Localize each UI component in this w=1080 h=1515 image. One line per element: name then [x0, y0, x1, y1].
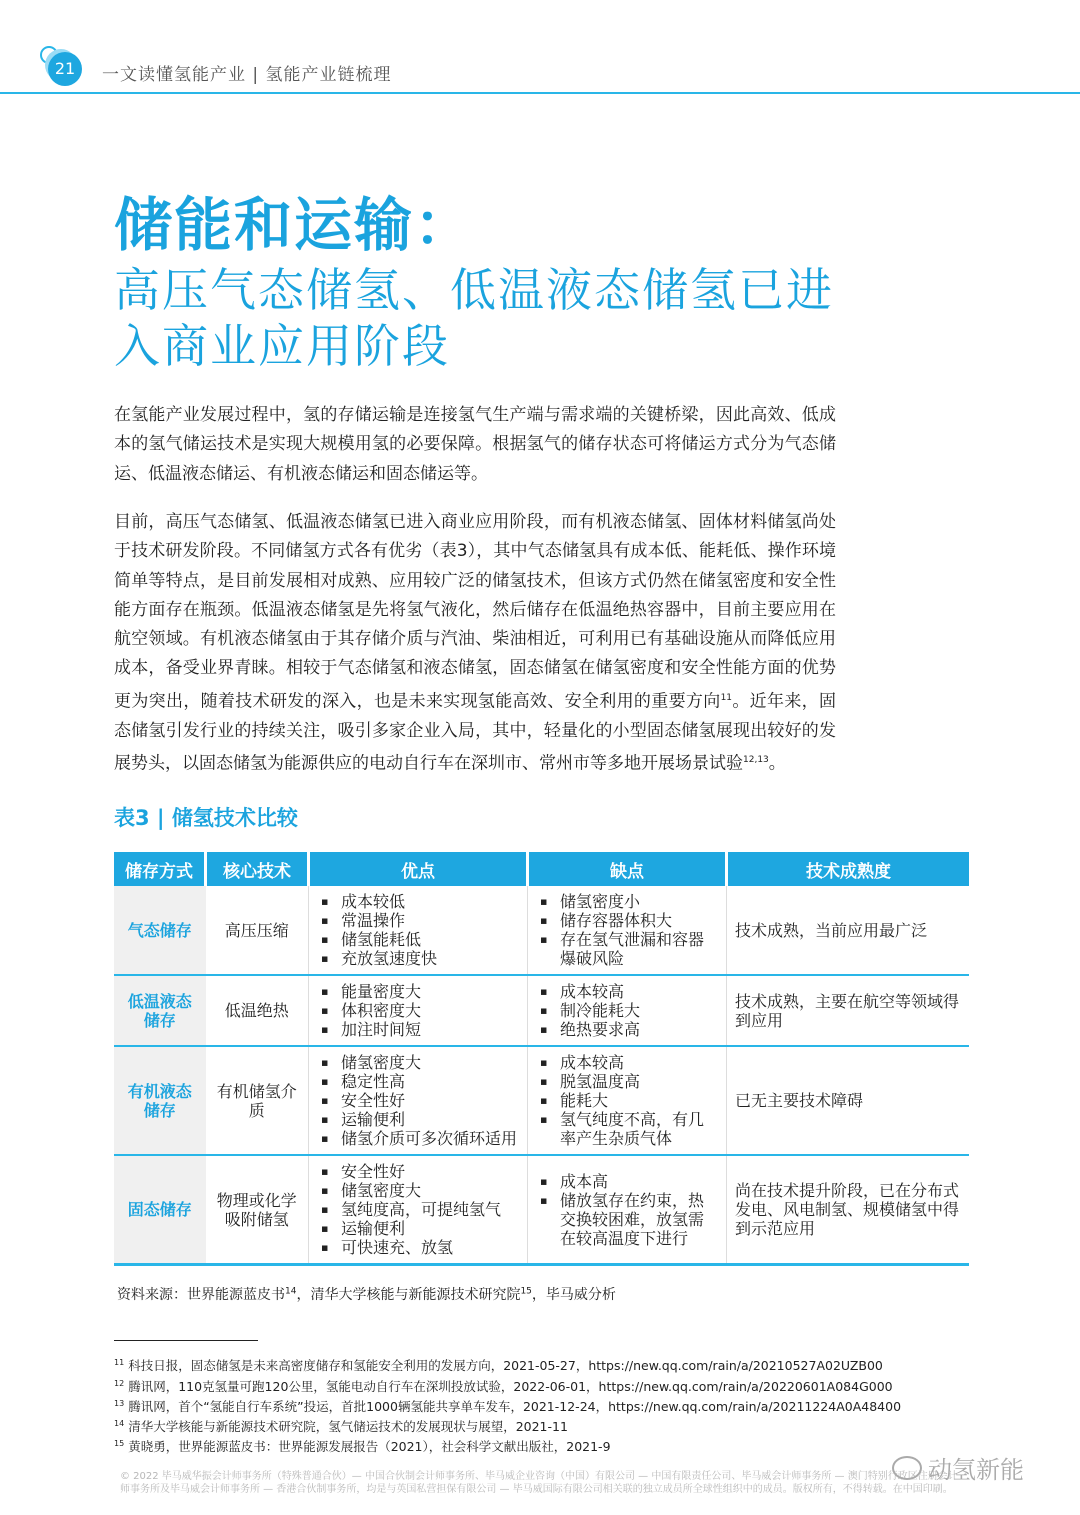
- list-item: ▪ 存在氢气泄漏和容器爆破风险: [560, 930, 718, 968]
- watermark-text: 动氢新能: [928, 1456, 1024, 1484]
- list-item: ▪ 加注时间短: [341, 1020, 519, 1039]
- table-row: [114, 975, 969, 1046]
- source-text-b: ，清华大学核能与新能源技术研究院: [296, 1287, 521, 1303]
- list-item: ▪ 能量密度大: [341, 982, 519, 1001]
- core-technology: 有机储氢介质: [206, 1046, 309, 1155]
- footnote-ref-12-13: 12,13: [743, 755, 769, 766]
- column-header: 技术成熟度: [727, 852, 970, 886]
- list-item: ▪ 储放氢存在约束，热交换较困难，放氢需在较高温度下进行: [560, 1191, 718, 1248]
- list-item: ▪ 成本高: [560, 1172, 718, 1191]
- disadvantages-cell: [528, 886, 727, 975]
- footnote-divider: [114, 1340, 258, 1341]
- footnote-ref-15: 15: [520, 1286, 532, 1297]
- footnote-ref-11: 11: [720, 692, 733, 703]
- page-number: 21: [48, 52, 82, 86]
- core-technology: 低温绝热: [206, 975, 309, 1046]
- running-title: 一文读懂氢能产业 | 氢能产业链梳理: [102, 65, 392, 85]
- column-header: 储存方式: [114, 852, 206, 886]
- footnote: [114, 1437, 611, 1455]
- table-source: [117, 1284, 616, 1304]
- storage-type: 固态储存: [114, 1155, 206, 1265]
- footnote-text: 腾讯网，首个“氢能自行车系统”投运，首批1000辆氢能共享单车发车，2021-12-24，https://new.qq.com/rain/a/20211224A0A48400: [128, 1399, 902, 1414]
- footnote: [114, 1397, 901, 1415]
- paragraph-2-text-c: 。: [768, 753, 786, 774]
- advantages-cell: [309, 1155, 528, 1265]
- footnote-number: 12: [114, 1378, 125, 1388]
- list-item: ▪ 氢气纯度不高，有几率产生杂质气体: [560, 1110, 718, 1148]
- advantages-cell: [309, 1046, 528, 1155]
- table-header-row: [114, 852, 969, 886]
- list-item: ▪ 制冷能耗大: [560, 1001, 718, 1020]
- list-item: ▪ 储氢密度大: [341, 1053, 519, 1072]
- storage-type: 气态储存: [114, 886, 206, 975]
- maturity-cell: 技术成熟，当前应用最广泛: [727, 886, 970, 975]
- column-header: 核心技术: [206, 852, 309, 886]
- maturity-cell: 尚在技术提升阶段，已在分布式发电、风电制氢、规模储氢中得到示范应用: [727, 1155, 970, 1265]
- table-row: [114, 886, 969, 975]
- core-technology: 物理或化学吸附储氢: [206, 1155, 309, 1265]
- body-paragraph-1: 在氢能产业发展过程中，氢的存储运输是连接氢气生产端与需求端的关键桥梁，因此高效、低成本的氢气储运技术是实现大规模用氢的必要保障。根据氢气的储存状态可将储运方式分为气态储运、低温液态储运、有机液态储运和固态储运等。: [114, 405, 836, 484]
- body-paragraph-2: [114, 508, 836, 779]
- section-heading: 储能和运输：: [114, 191, 475, 259]
- footnote-text: 科技日报，固态储氢是未来高密度储存和氢能安全利用的发展方向，2021-05-27，https://new.qq.com/rain/a/20210527A02UZB00: [128, 1358, 883, 1373]
- header-divider: [0, 92, 1080, 94]
- list-item: ▪ 体积密度大: [341, 1001, 519, 1020]
- footnote: [114, 1356, 883, 1374]
- column-header: 优点: [309, 852, 528, 886]
- list-item: ▪ 运输便利: [341, 1219, 519, 1238]
- table-row: [114, 1046, 969, 1155]
- list-item: ▪ 常温操作: [341, 911, 519, 930]
- list-item: ▪ 成本较高: [560, 1053, 718, 1072]
- section-subheading: 高压气态储氢、低温液态储氢已进入商业应用阶段: [114, 263, 834, 373]
- list-item: ▪ 氢纯度高，可提纯氢气: [341, 1200, 519, 1219]
- table-title: 表3 | 储氢技术比较: [114, 806, 298, 830]
- legal-notice: © 2022 毕马威华振会计师事务所（特殊普通合伙）— 中国合伙制会计师事务所、毕马威企业咨询（中国）有限公司 — 中国有限责任公司、毕马威会计师事务所 — 澳门特别行政区注册会计师事务所及毕马威会计师事务所 — 香港合伙制事务所，均是与英国私营担保有限公司 — 毕马威国际有限公司相关联的独立成员所全球性组织中的成员。版权所有，不得转载。在中国印刷。: [120, 1471, 958, 1495]
- footnote: [114, 1417, 568, 1435]
- disadvantages-cell: [528, 1046, 727, 1155]
- list-item: ▪ 能耗大: [560, 1091, 718, 1110]
- maturity-cell: 已无主要技术障碍: [727, 1046, 970, 1155]
- footnote-number: 13: [114, 1398, 125, 1408]
- list-item: ▪ 成本较高: [560, 982, 718, 1001]
- paragraph-2-text-a: 目前，高压气态储氢、低温液态储氢已进入商业应用阶段，而有机液态储氢、固体材料储氢尚处于技术研发阶段。不同储氢方式各有优劣（表3），其中气态储氢具有成本低、能耗低、操作环境简单等特点，是目前发展相对成熟、应用较广泛的储氢技术，但该方式仍然在储氢密度和安全性能方面存在瓶颈。低温液态储氢是先将氢气液化，然后储存在低温绝热容器中，目前主要应用在航空领域。有机液态储氢由于其存储介质与汽油、柴油相近，可利用已有基础设施从而降低应用成本，备受业界青睐。相较于气态储氢和液态储氢，固态储氢在储氢密度和安全性能方面的优势更为突出，随着技术研发的深入，也是未来实现氢能高效、安全利用的重要方向: [114, 512, 836, 712]
- column-header: 缺点: [528, 852, 727, 886]
- table-row: [114, 1155, 969, 1265]
- footnote-ref-14: 14: [285, 1286, 297, 1297]
- disadvantages-cell: [528, 1155, 727, 1265]
- advantages-cell: [309, 975, 528, 1046]
- storage-comparison-table: [114, 852, 969, 1266]
- core-technology: 高压压缩: [206, 886, 309, 975]
- source-text-a: 资料来源：世界能源蓝皮书: [117, 1287, 285, 1303]
- watermark: [892, 1450, 1024, 1485]
- footnote-text: 腾讯网，110克氢量可跑120公里，氢能电动自行车在深圳投放试验，2022-06-01，https://new.qq.com/rain/a/20220601A084G000: [128, 1379, 893, 1394]
- maturity-cell: 技术成熟，主要在航空等领域得到应用: [727, 975, 970, 1046]
- list-item: ▪ 储存容器体积大: [560, 911, 718, 930]
- page-header: [0, 0, 1080, 100]
- footnote-number: 14: [114, 1418, 125, 1428]
- list-item: ▪ 储氢密度大: [341, 1181, 519, 1200]
- wechat-icon: [892, 1456, 922, 1480]
- footnote-number: 11: [114, 1357, 125, 1367]
- list-item: ▪ 安全性好: [341, 1162, 519, 1181]
- storage-type: 低温液态储存: [114, 975, 206, 1046]
- list-item: ▪ 储氢介质可多次循环适用: [341, 1129, 519, 1148]
- list-item: ▪ 安全性好: [341, 1091, 519, 1110]
- footnote-text: 黄晓勇，世界能源蓝皮书：世界能源发展报告（2021），社会科学文献出版社，2021-9: [128, 1439, 611, 1454]
- list-item: ▪ 稳定性高: [341, 1072, 519, 1091]
- list-item: ▪ 可快速充、放氢: [341, 1238, 519, 1257]
- footnote-text: 清华大学核能与新能源技术研究院，氢气储运技术的发展现状与展望，2021-11: [128, 1419, 568, 1434]
- list-item: ▪ 运输便利: [341, 1110, 519, 1129]
- disadvantages-cell: [528, 975, 727, 1046]
- list-item: ▪ 脱氢温度高: [560, 1072, 718, 1091]
- list-item: ▪ 绝热要求高: [560, 1020, 718, 1039]
- footnote: [114, 1377, 893, 1395]
- storage-type: 有机液态储存: [114, 1046, 206, 1155]
- footnote-number: 15: [114, 1438, 125, 1448]
- advantages-cell: [309, 886, 528, 975]
- list-item: ▪ 储氢能耗低: [341, 930, 519, 949]
- source-text-c: ，毕马威分析: [531, 1287, 616, 1303]
- paragraph-2-text-b: 。近年来，固态储氢引发行业的持续关注，吸引多家企业入局，其中，轻量化的小型固态储氢展现出较好的发展势头，以固态储氢为能源供应的电动自行车在深圳市、常州市等多地开展场景试验: [114, 691, 836, 774]
- list-item: ▪ 储氢密度小: [560, 892, 718, 911]
- list-item: ▪ 成本较低: [341, 892, 519, 911]
- list-item: ▪ 充放氢速度快: [341, 949, 519, 968]
